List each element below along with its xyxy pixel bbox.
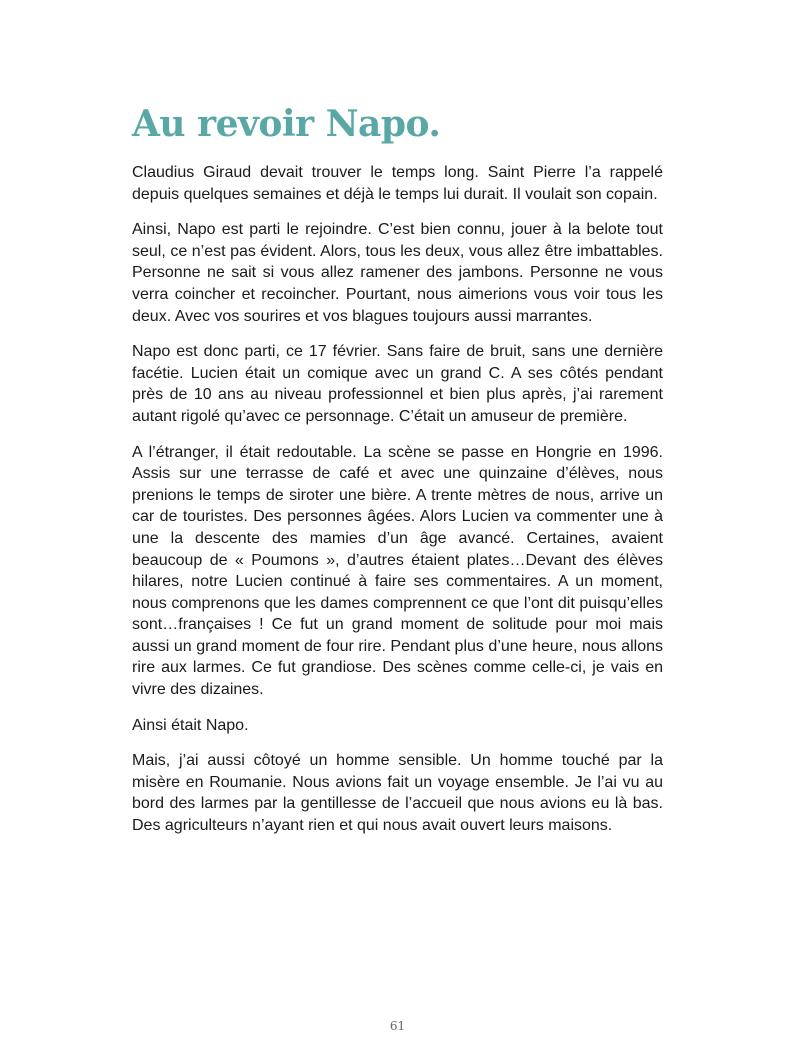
paragraph-4: A l’étranger, il était redoutable. La scène se passe en Hongrie en 1996. Assis sur une terrasse de café et avec une quinzaine d’élèves, nous prenions le temps de siroter une bière. A trente mètres de nous, arrive un car de touristes. Des personnes âgées. Alors Lucien va commenter une à une la descente des mamies d’un âge avancé. Certaines, avaient beaucoup de « Poumons », d’autres étaient plates…Devant des élèves hilares, notre Lucien continué à faire ses commentaires. A un moment, nous comprenons que les dames comprennent ce que l’ont dit puisqu’elles sont…françaises ! Ce fut un grand moment de solitude pour moi mais aussi un grand moment de four rire. Pendant plus d’une heure, nous allons rire aux larmes. Ce fut grandiose. Des scènes comme celle-ci, je vais en vivre des dizaines. — [132, 443, 663, 699]
paragraph-5: Ainsi était Napo. — [132, 716, 249, 734]
paragraph-2: Ainsi, Napo est parti le rejoindre. C’est bien connu, jouer à la belote tout seul, ce n’est pas évident. Alors, tous les deux, vous allez être imbattables. Personne ne sait si vous allez ramener des jambons. Personne ne vous verra coincher et recoincher. Pourtant, nous aimerions vous voir tous les deux. Avec vos sourires et vos blagues toujours aussi marrantes. — [132, 221, 663, 325]
paragraph-1: Claudius Giraud devait trouver le temps long. Saint Pierre l’a rappelé depuis quelques semaines et déjà le temps lui durait. Il voulait son copain. — [132, 164, 663, 203]
article-body — [132, 162, 663, 851]
page-title: Au revoir Napo. — [132, 103, 441, 145]
paragraph-6: Mais, j’ai aussi côtoyé un homme sensible. Un homme touché par la misère en Roumanie. Nous avions fait un voyage ensemble. Je l’ai vu au bord des larmes par la gentillesse de l’accueil que nous avions eu là bas. Des agriculteurs n’ayant rien et qui nous avait ouvert leurs maisons. — [132, 752, 663, 835]
page-number: 61 — [389, 1019, 406, 1033]
paragraph-3: Napo est donc parti, ce 17 février. Sans faire de bruit, sans une dernière facétie. Lucien était un comique avec un grand C. A ses côtés pendant près de 10 ans au niveau professionnel et bien plus après, j’ai rarement autant rigolé qu’avec ce personnage. C’était un amuseur de première. — [132, 343, 663, 425]
